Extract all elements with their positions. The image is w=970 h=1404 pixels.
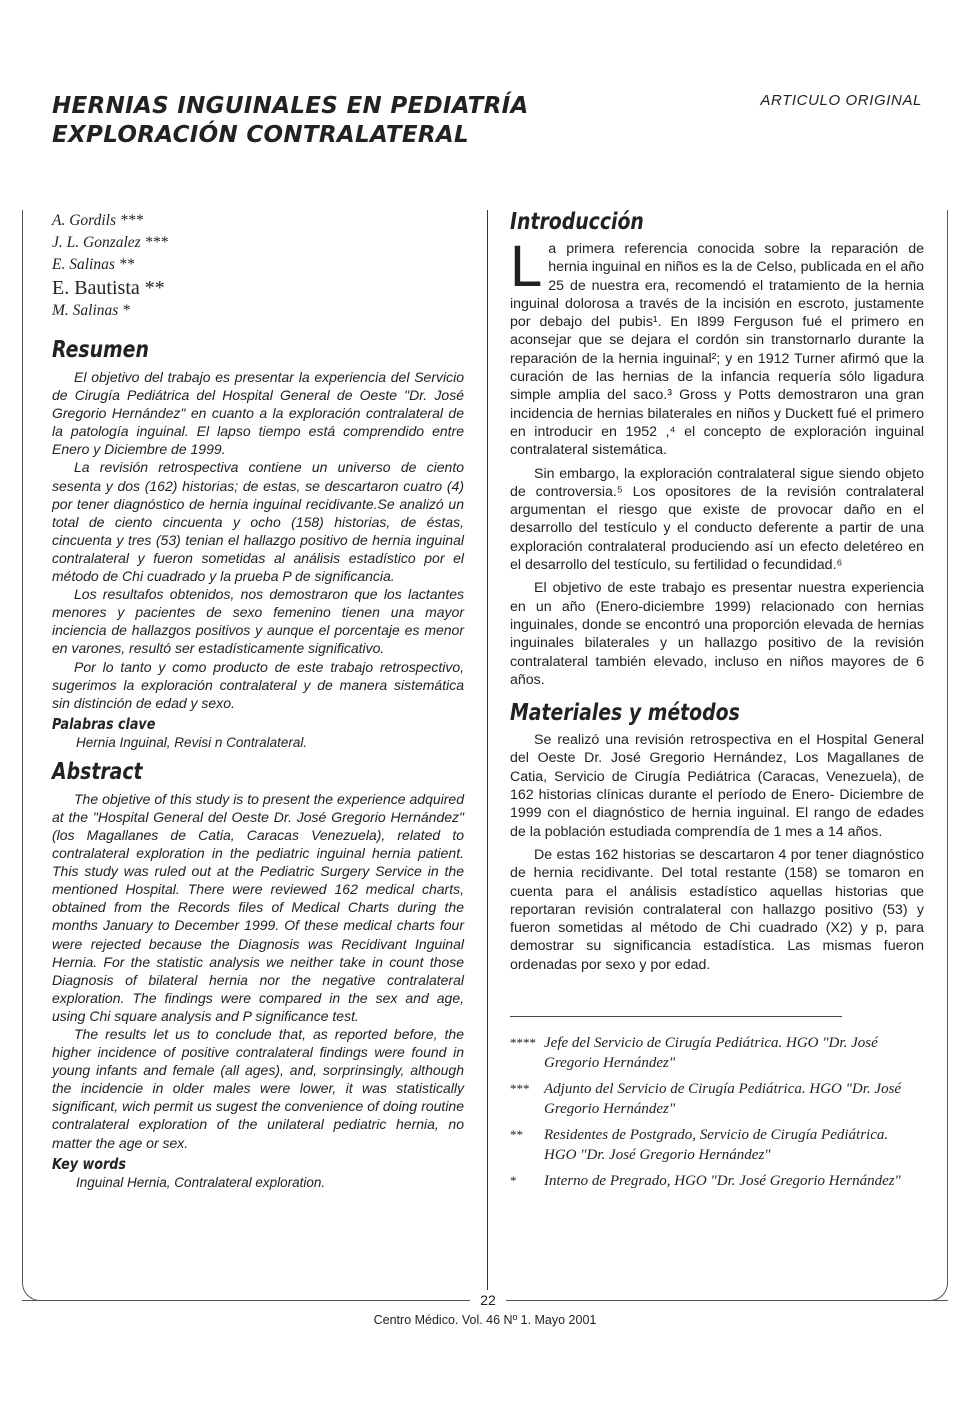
- journal-citation: Centro Médico. Vol. 46 Nº 1. Mayo 2001: [373, 1313, 597, 1327]
- resumen-paragraph: El objetivo del trabajo es presentar la experiencia del Servicio de Cirugía Pediátrica del Hospital General de Oeste "Dr. José Gregorio Hernández" en cuanto a la exploración contralateral de la patología inguinal. El lapso tiempo está comprendido entre Enero y Diciembre de 1999.: [52, 369, 464, 458]
- footnote-text: Adjunto del Servicio de Cirugía Pediátrica. HGO "Dr. José Gregorio Hernández": [544, 1080, 902, 1117]
- resumen-paragraph: Los resultafos obtenidos, nos demostraron que los lactantes menores y pacientes de sexo femenino tienen una mayor inciencia de hallazgos positivos y aunque el porcentaje es menor en varones, resultó ser estadísticamente significativo.: [52, 586, 464, 657]
- article-title: [52, 92, 572, 150]
- footnotes: [510, 1033, 924, 1191]
- author: M. Salinas *: [52, 302, 130, 319]
- introduccion-heading: Introducción: [510, 209, 644, 235]
- abstract-paragraph: The objetive of this study is to present the experience adquired at the "Hospital General del Oeste Dr. José Gregorio Hernández" (los Magallanes de Catia, Caracas Venezuela), related to contralateral exploration in the pediatric inguinal hernia patient. This study was ruled out at the Pediatric Surgery Service in the mentioned Hospital. There were reviewed 162 medical charts, obtained from the Records files of Medical Charts during the months January to December 1999. Of these medical charts four were rejected because the Diagnosis was Recidivant Inguinal Hernia. For the statistic analysis we neither take in count those Diagnosis of bilateral hernia nor the negative contralateral exploration. The findings were compared in the sex and age, using Chi square analysis and P significance test.: [52, 790, 464, 1024]
- palabras-clave-heading: Palabras clave: [52, 714, 156, 733]
- introduccion-text: [510, 234, 924, 689]
- abstract-heading: Abstract: [52, 758, 143, 785]
- section-label: ARTICULO ORIGINAL: [760, 92, 922, 109]
- footnote: [510, 1033, 924, 1073]
- column-divider: [487, 210, 488, 1290]
- materiales-heading: Materiales y métodos: [510, 700, 740, 727]
- author: J. L. Gonzalez ***: [52, 234, 168, 251]
- article-title-line-1: HERNIAS INGUINALES EN PEDIATRÍA: [52, 93, 529, 119]
- footnote: [510, 1125, 924, 1165]
- frame-corner-right: [928, 1280, 948, 1301]
- introduccion-paragraph: El objetivo de este trabajo es presentar nuestra experiencia en un año (Enero-diciembre 1999) relacionado con hernias inguinales, donde se encontró una proporción elevada de hernias inguinales bilaterales y un hallazgo positivo de la revisión contralateral también elevado, incluso en niños mayores de 6 años.: [510, 580, 924, 688]
- drop-cap: L: [510, 234, 543, 299]
- footnote-text: Interno de Pregrado, HGO "Dr. José Gregorio Hernández": [544, 1172, 901, 1189]
- article-title-line-2: EXPLORACIÓN CONTRALATERAL: [52, 122, 469, 148]
- key-words-heading: Key words: [52, 1154, 126, 1173]
- materiales-paragraph: De estas 162 historias se descartaron 4 por tener diagnóstico de hernia recidivante. Del total restante (158) se tomaron en cuenta para el análisis estadístico aquellas historias que reportaran revisión contralateral con hallazgo positivo (53) y fueron sometidas al método de Chi cuadrado (X2) y p, para demostrar su significancia estadística. Las mismas fueron ordenadas por sexo y por edad.: [510, 846, 924, 973]
- materiales-text: [510, 731, 924, 974]
- abstract-text: [52, 790, 464, 1152]
- right-frame-line: [947, 210, 948, 1280]
- footnote-mark: ****: [510, 1034, 536, 1050]
- footnote-mark: ***: [510, 1080, 530, 1096]
- frame-corner-left: [22, 1280, 42, 1301]
- author: E. Salinas **: [52, 256, 135, 273]
- abstract-paragraph: The results let us to conclude that, as reported before, the higher incidence of positive contralateral findings were found in young infants and female (all ages), and, sorprinsingly, although the incidencie in older males were lower, it was statistically significant, wich permit us sugest the convenience of doing routine contralateral exploration of the unilateral pediatric hernia, no matter the age or sex.: [52, 1026, 464, 1151]
- footnote-rule: [510, 1016, 842, 1017]
- resumen-paragraph: La revisión retrospectiva contiene un universo de ciento sesenta y dos (162) historias; de estas, se descartaron cuatro (4) por tener diagnóstico de hernia inguinal recidivante.Se analizó un total de ciento cincuenta y ocho (158) historias, de éstas, cincuenta y tres (53) tenian el hallazgo positivo de hernia inguinal contralateral y fueron sometidas al análisis estadístico por el método de Chi cuadrado y la prueba P de significancia.: [52, 459, 464, 585]
- introduccion-paragraph: [510, 234, 924, 460]
- introduccion-paragraph-text: a primera referencia conocida sobre la reparación de hernia inguinal en niños es la de Celso, publicada en el año 25 de nuestra era, recomendó el tratamiento de la hernia inguinal dolorosa a través de la incisión en escroto, justamente por debajo del pubis¹. En I899 Ferguson fué el primero en aconsejar que se dejara el cordón sin transtornarlo durante la reparación de la hernia inguinal²; y en 1912 Turner afirmó que la curación de las hernias de la infancia requería sólo ligadura simple amplia del saco.³ Gross y Potts demostraron una gran incidencia de hernias bilaterales en niños y Duckett fué el primero en introducir en 1952 ,⁴ el concepto de exploración inguinal contralateral sistemática.: [510, 241, 924, 459]
- page-number: 22: [470, 1292, 506, 1308]
- materiales-paragraph: Se realizó una revisión retrospectiva en el Hospital General del Oeste Dr. José Gregorio Hernández, Los Magallanes de Catia, Servicio de Cirugía Pediátrica (Caracas, Venezuela), de 162 historias clínicas durante el período de Enero- Diciembre de 1999 con el diagnóstico de hernia inguinal. El rango de edades de la población estudiada comprendía de 1 mes a 14 años.: [510, 732, 924, 840]
- footnote-text: Jefe del Servicio de Cirugía Pediátrica. HGO "Dr. José Gregorio Hernández": [544, 1034, 878, 1071]
- right-column: [510, 208, 924, 1197]
- footnote: [510, 1079, 924, 1119]
- author: E. Bautista **: [52, 277, 165, 299]
- resumen-heading: Resumen: [52, 337, 149, 363]
- resumen-text: [52, 368, 464, 712]
- author-list: [52, 210, 464, 322]
- introduccion-paragraph: Sin embargo, la exploración contralateral sigue siendo objeto de controversia.⁵ Los opositores de la revisión contralateral argumentan el riesgo que existe de provocar daño en el desarrollo del testículo y el conducto deferente a partir de una exploración contralateral produciendo así un efecto deletéreo en el desarrollo del testículo, su fertilidad o fecundidad.⁶: [510, 465, 924, 574]
- author: A. Gordils ***: [52, 212, 144, 229]
- left-frame-line: [22, 210, 23, 1280]
- footnote-text: Residentes de Postgrado, Servicio de Cirugía Pediátrica. HGO "Dr. José Gregorio Hernández": [544, 1126, 889, 1163]
- footnote: [510, 1171, 924, 1191]
- footnote-mark: *: [510, 1172, 517, 1188]
- key-words-text: Inguinal Hernia, Contralateral exploration.: [76, 1174, 326, 1190]
- footnote-mark: **: [510, 1126, 523, 1142]
- palabras-clave-text: Hernia Inguinal, Revisi n Contralateral.: [76, 734, 308, 750]
- left-column: [52, 210, 464, 1198]
- resumen-paragraph: Por lo tanto y como producto de este trabajo retrospectivo, sugerimos la exploración contralateral y de manera sistemática sin distinción de edad y sexo.: [52, 658, 464, 711]
